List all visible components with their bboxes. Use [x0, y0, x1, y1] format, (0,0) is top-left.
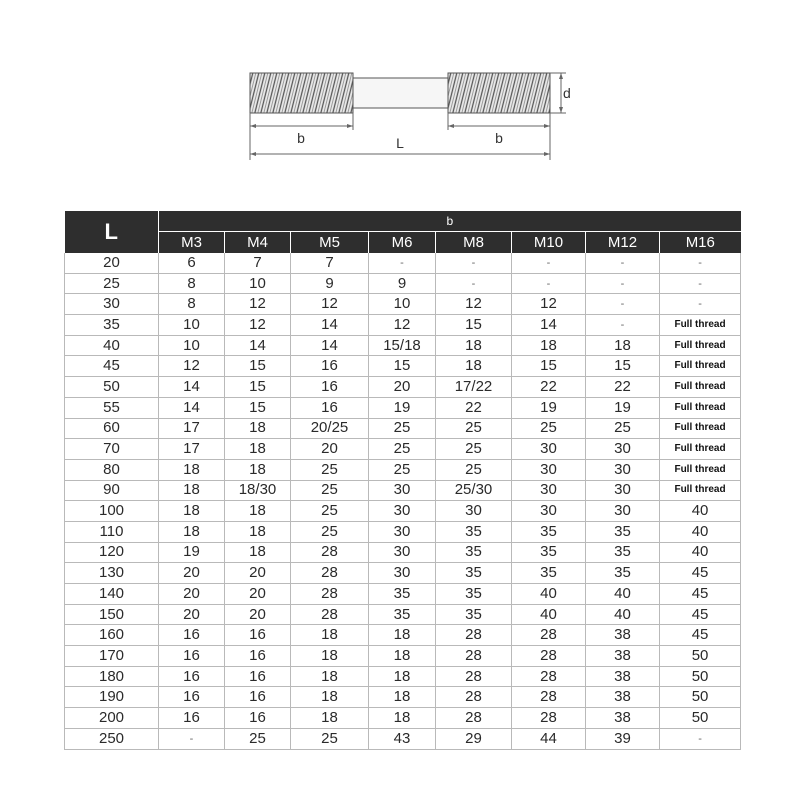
thread-length-cell: 14	[291, 335, 369, 356]
stud-spec-table	[64, 211, 741, 750]
table-row	[65, 708, 741, 729]
thread-length-cell: -	[159, 728, 225, 749]
table-row	[65, 542, 741, 563]
table-row	[65, 397, 741, 418]
thread-length-cell: 28	[512, 666, 586, 687]
thread-length-cell: 18	[225, 501, 291, 522]
thread-length-cell: Full thread	[660, 377, 741, 398]
thread-length-cell: 16	[225, 708, 291, 729]
length-cell: 25	[65, 273, 159, 294]
thread-length-cell: 20/25	[291, 418, 369, 439]
thread-length-cell: 25	[369, 459, 436, 480]
length-cell: 150	[65, 604, 159, 625]
thread-length-cell: 20	[225, 563, 291, 584]
size-header-m6: M6	[369, 232, 436, 254]
thread-length-cell: 20	[225, 584, 291, 605]
thread-length-cell: 16	[225, 625, 291, 646]
thread-length-cell: 19	[369, 397, 436, 418]
thread-length-cell: 25	[369, 439, 436, 460]
label-b-left: b	[297, 130, 305, 146]
length-cell: 200	[65, 708, 159, 729]
thread-length-cell: -	[436, 253, 512, 273]
thread-length-cell: 35	[586, 542, 660, 563]
thread-length-cell: 35	[512, 542, 586, 563]
thread-length-cell: 18	[291, 646, 369, 667]
thread-length-cell: 15	[225, 377, 291, 398]
thread-length-cell: 29	[436, 728, 512, 749]
length-cell: 120	[65, 542, 159, 563]
thread-length-cell: 44	[512, 728, 586, 749]
thread-length-cell: 30	[512, 459, 586, 480]
thread-length-cell: 30	[436, 501, 512, 522]
thread-length-cell: 35	[436, 542, 512, 563]
thread-length-cell: 20	[291, 439, 369, 460]
thread-length-cell: 12	[291, 294, 369, 315]
thread-length-cell: 35	[436, 563, 512, 584]
thread-length-cell: 30	[369, 542, 436, 563]
thread-length-cell: 28	[512, 687, 586, 708]
thread-length-cell: 40	[586, 584, 660, 605]
shank	[353, 78, 448, 108]
thread-length-cell: 25	[369, 418, 436, 439]
thread-length-cell: -	[586, 273, 660, 294]
thread-length-cell: 15	[225, 356, 291, 377]
thread-length-cell: 16	[225, 646, 291, 667]
thread-length-cell: 50	[660, 687, 741, 708]
thread-length-cell: 28	[291, 584, 369, 605]
thread-length-cell: 25	[291, 480, 369, 501]
length-cell: 130	[65, 563, 159, 584]
left-thread	[250, 73, 353, 113]
thread-length-cell: 35	[436, 521, 512, 542]
length-cell: 35	[65, 315, 159, 336]
thread-length-cell: 38	[586, 625, 660, 646]
size-header-m12: M12	[586, 232, 660, 254]
size-header-m8: M8	[436, 232, 512, 254]
thread-length-cell: 25	[436, 439, 512, 460]
table-row	[65, 377, 741, 398]
thread-length-cell: -	[586, 253, 660, 273]
thread-length-cell: -	[369, 253, 436, 273]
thread-length-cell: 30	[512, 439, 586, 460]
thread-length-cell: 18	[291, 666, 369, 687]
length-cell: 140	[65, 584, 159, 605]
length-cell: 20	[65, 253, 159, 273]
length-cell: 170	[65, 646, 159, 667]
thread-length-cell: 12	[225, 315, 291, 336]
header-length: L	[65, 211, 159, 253]
thread-length-cell: 18	[369, 708, 436, 729]
label-L: L	[396, 135, 404, 151]
thread-length-cell: 22	[436, 397, 512, 418]
length-cell: 180	[65, 666, 159, 687]
length-cell: 100	[65, 501, 159, 522]
thread-length-cell: 14	[225, 335, 291, 356]
thread-length-cell: 14	[512, 315, 586, 336]
thread-length-cell: 6	[159, 253, 225, 273]
thread-length-cell: 9	[369, 273, 436, 294]
thread-length-cell: 40	[512, 604, 586, 625]
thread-length-cell: 28	[512, 646, 586, 667]
thread-length-cell: 28	[436, 708, 512, 729]
thread-length-cell: 30	[586, 480, 660, 501]
thread-length-cell: -	[512, 253, 586, 273]
thread-length-cell: -	[436, 273, 512, 294]
thread-length-cell: 35	[586, 563, 660, 584]
thread-length-cell: 15	[369, 356, 436, 377]
thread-length-cell: 18	[436, 356, 512, 377]
thread-length-cell: 45	[660, 625, 741, 646]
length-cell: 40	[65, 335, 159, 356]
thread-length-cell: 25	[291, 501, 369, 522]
thread-length-cell: 18	[159, 459, 225, 480]
table-row	[65, 315, 741, 336]
thread-length-cell: 30	[586, 501, 660, 522]
thread-length-cell: 19	[586, 397, 660, 418]
table-row	[65, 356, 741, 377]
thread-length-cell: 40	[660, 501, 741, 522]
length-cell: 110	[65, 521, 159, 542]
thread-length-cell: 28	[436, 687, 512, 708]
length-cell: 45	[65, 356, 159, 377]
length-cell: 250	[65, 728, 159, 749]
thread-length-cell: 16	[225, 687, 291, 708]
thread-length-cell: 25	[291, 459, 369, 480]
thread-length-cell: 8	[159, 273, 225, 294]
thread-length-cell: 35	[436, 604, 512, 625]
thread-length-cell: 35	[512, 521, 586, 542]
thread-length-cell: 25	[436, 459, 512, 480]
thread-length-cell: 35	[436, 584, 512, 605]
thread-length-cell: 18	[586, 335, 660, 356]
thread-length-cell: 17	[159, 418, 225, 439]
thread-length-cell: 50	[660, 708, 741, 729]
thread-length-cell: 38	[586, 708, 660, 729]
table-row	[65, 666, 741, 687]
size-header-row	[65, 232, 741, 254]
thread-length-cell: 35	[369, 604, 436, 625]
thread-length-cell: 20	[225, 604, 291, 625]
thread-length-cell: 16	[159, 687, 225, 708]
size-header-m4: M4	[225, 232, 291, 254]
thread-length-cell: 28	[436, 646, 512, 667]
table-row	[65, 604, 741, 625]
thread-length-cell: 45	[660, 604, 741, 625]
thread-length-cell: 18	[369, 625, 436, 646]
thread-length-cell: 20	[159, 584, 225, 605]
table-row	[65, 646, 741, 667]
thread-length-cell: 17	[159, 439, 225, 460]
thread-length-cell: -	[660, 294, 741, 315]
thread-length-cell: 30	[369, 480, 436, 501]
thread-length-cell: 12	[225, 294, 291, 315]
thread-length-cell: 18	[291, 708, 369, 729]
thread-length-cell: 25	[291, 521, 369, 542]
thread-length-cell: 14	[159, 377, 225, 398]
table-row	[65, 294, 741, 315]
size-header-m3: M3	[159, 232, 225, 254]
thread-length-cell: 15	[225, 397, 291, 418]
thread-length-cell: 16	[291, 397, 369, 418]
size-header-m16: M16	[660, 232, 741, 254]
length-cell: 160	[65, 625, 159, 646]
table-row	[65, 584, 741, 605]
length-cell: 190	[65, 687, 159, 708]
thread-length-cell: 18/30	[225, 480, 291, 501]
thread-length-cell: 18	[225, 542, 291, 563]
thread-length-cell: 15	[586, 356, 660, 377]
size-header-m10: M10	[512, 232, 586, 254]
thread-length-cell: Full thread	[660, 480, 741, 501]
table-row	[65, 335, 741, 356]
thread-length-cell: 14	[159, 397, 225, 418]
thread-length-cell: 30	[586, 459, 660, 480]
thread-length-cell: 14	[291, 315, 369, 336]
length-cell: 55	[65, 397, 159, 418]
thread-length-cell: 28	[291, 542, 369, 563]
table-row	[65, 501, 741, 522]
thread-length-cell: Full thread	[660, 397, 741, 418]
thread-length-cell: 16	[159, 646, 225, 667]
thread-length-cell: 18	[225, 459, 291, 480]
length-cell: 50	[65, 377, 159, 398]
thread-length-cell: 43	[369, 728, 436, 749]
thread-length-cell: Full thread	[660, 418, 741, 439]
thread-length-cell: 40	[660, 542, 741, 563]
thread-length-cell: 45	[660, 563, 741, 584]
table-body	[65, 253, 741, 749]
thread-length-cell: -	[660, 253, 741, 273]
thread-length-cell: 22	[512, 377, 586, 398]
thread-length-cell: 30	[369, 521, 436, 542]
thread-length-cell: 28	[512, 708, 586, 729]
thread-length-cell: -	[660, 273, 741, 294]
thread-length-cell: 25	[225, 728, 291, 749]
thread-length-cell: 10	[159, 335, 225, 356]
thread-length-cell: 25	[512, 418, 586, 439]
thread-length-cell: 18	[159, 480, 225, 501]
thread-length-cell: 30	[512, 480, 586, 501]
table-row	[65, 728, 741, 749]
table-row	[65, 273, 741, 294]
table-row	[65, 625, 741, 646]
thread-length-cell: 16	[291, 356, 369, 377]
thread-length-cell: 18	[159, 501, 225, 522]
thread-length-cell: 40	[586, 604, 660, 625]
thread-length-cell: 18	[159, 521, 225, 542]
thread-length-cell: 22	[586, 377, 660, 398]
right-thread	[448, 73, 550, 113]
thread-length-cell: -	[586, 315, 660, 336]
length-cell: 70	[65, 439, 159, 460]
thread-length-cell: 50	[660, 646, 741, 667]
thread-length-cell: 20	[369, 377, 436, 398]
thread-length-cell: 50	[660, 666, 741, 687]
thread-length-cell: 18	[436, 335, 512, 356]
thread-length-cell: 7	[291, 253, 369, 273]
thread-length-cell: 18	[225, 439, 291, 460]
thread-length-cell: 25/30	[436, 480, 512, 501]
thread-length-cell: -	[586, 294, 660, 315]
thread-length-cell: 18	[369, 666, 436, 687]
thread-length-cell: 10	[225, 273, 291, 294]
thread-length-cell: 25	[436, 418, 512, 439]
table-row	[65, 563, 741, 584]
thread-length-cell: 38	[586, 646, 660, 667]
thread-length-cell: Full thread	[660, 356, 741, 377]
thread-length-cell: 38	[586, 666, 660, 687]
thread-length-cell: 18	[369, 646, 436, 667]
thread-length-cell: 40	[512, 584, 586, 605]
table-row	[65, 521, 741, 542]
thread-length-cell: 15/18	[369, 335, 436, 356]
thread-length-cell: 12	[369, 315, 436, 336]
thread-length-cell: 30	[586, 439, 660, 460]
label-b-right: b	[495, 130, 503, 146]
thread-length-cell: 45	[660, 584, 741, 605]
thread-length-cell: 19	[512, 397, 586, 418]
table-row	[65, 687, 741, 708]
thread-length-cell: 15	[512, 356, 586, 377]
thread-length-cell: -	[660, 728, 741, 749]
thread-length-cell: 28	[436, 666, 512, 687]
thread-length-cell: 20	[159, 604, 225, 625]
label-d: d	[563, 85, 571, 101]
length-cell: 90	[65, 480, 159, 501]
thread-length-cell: 12	[159, 356, 225, 377]
thread-length-cell: 25	[291, 728, 369, 749]
length-cell: 80	[65, 459, 159, 480]
thread-length-cell: 18	[369, 687, 436, 708]
thread-length-cell: 19	[159, 542, 225, 563]
thread-length-cell: 39	[586, 728, 660, 749]
thread-length-cell: Full thread	[660, 335, 741, 356]
header-thread-length: b	[159, 211, 741, 232]
length-cell: 30	[65, 294, 159, 315]
length-cell: 60	[65, 418, 159, 439]
table-row	[65, 459, 741, 480]
thread-length-cell: 18	[291, 687, 369, 708]
table-row	[65, 480, 741, 501]
thread-length-cell: 25	[586, 418, 660, 439]
thread-length-cell: 28	[291, 563, 369, 584]
thread-length-cell: Full thread	[660, 315, 741, 336]
thread-length-cell: 18	[512, 335, 586, 356]
table-row	[65, 418, 741, 439]
thread-length-cell: 20	[159, 563, 225, 584]
thread-length-cell: 9	[291, 273, 369, 294]
thread-length-cell: 28	[436, 625, 512, 646]
thread-length-cell: -	[512, 273, 586, 294]
table-row	[65, 439, 741, 460]
thread-length-cell: 35	[369, 584, 436, 605]
stud-bolt-diagram	[0, 0, 800, 200]
thread-length-cell: 35	[512, 563, 586, 584]
thread-length-cell: 12	[436, 294, 512, 315]
thread-length-cell: 16	[291, 377, 369, 398]
thread-length-cell: 18	[225, 521, 291, 542]
thread-length-cell: 28	[512, 625, 586, 646]
thread-length-cell: Full thread	[660, 439, 741, 460]
thread-length-cell: 15	[436, 315, 512, 336]
thread-length-cell: 10	[369, 294, 436, 315]
thread-length-cell: 16	[159, 625, 225, 646]
thread-length-cell: 30	[512, 501, 586, 522]
thread-length-cell: 12	[512, 294, 586, 315]
thread-length-cell: 30	[369, 563, 436, 584]
thread-length-cell: 16	[159, 708, 225, 729]
thread-length-cell: 7	[225, 253, 291, 273]
thread-length-cell: 28	[291, 604, 369, 625]
thread-length-cell: 10	[159, 315, 225, 336]
thread-length-cell: 18	[225, 418, 291, 439]
thread-length-cell: 18	[291, 625, 369, 646]
thread-length-cell: 38	[586, 687, 660, 708]
thread-length-cell: 30	[369, 501, 436, 522]
table-row	[65, 253, 741, 273]
thread-length-cell: 17/22	[436, 377, 512, 398]
size-header-m5: M5	[291, 232, 369, 254]
thread-length-cell: 35	[586, 521, 660, 542]
thread-length-cell: 8	[159, 294, 225, 315]
thread-length-cell: Full thread	[660, 459, 741, 480]
thread-length-cell: 16	[225, 666, 291, 687]
thread-length-cell: 16	[159, 666, 225, 687]
thread-length-cell: 40	[660, 521, 741, 542]
